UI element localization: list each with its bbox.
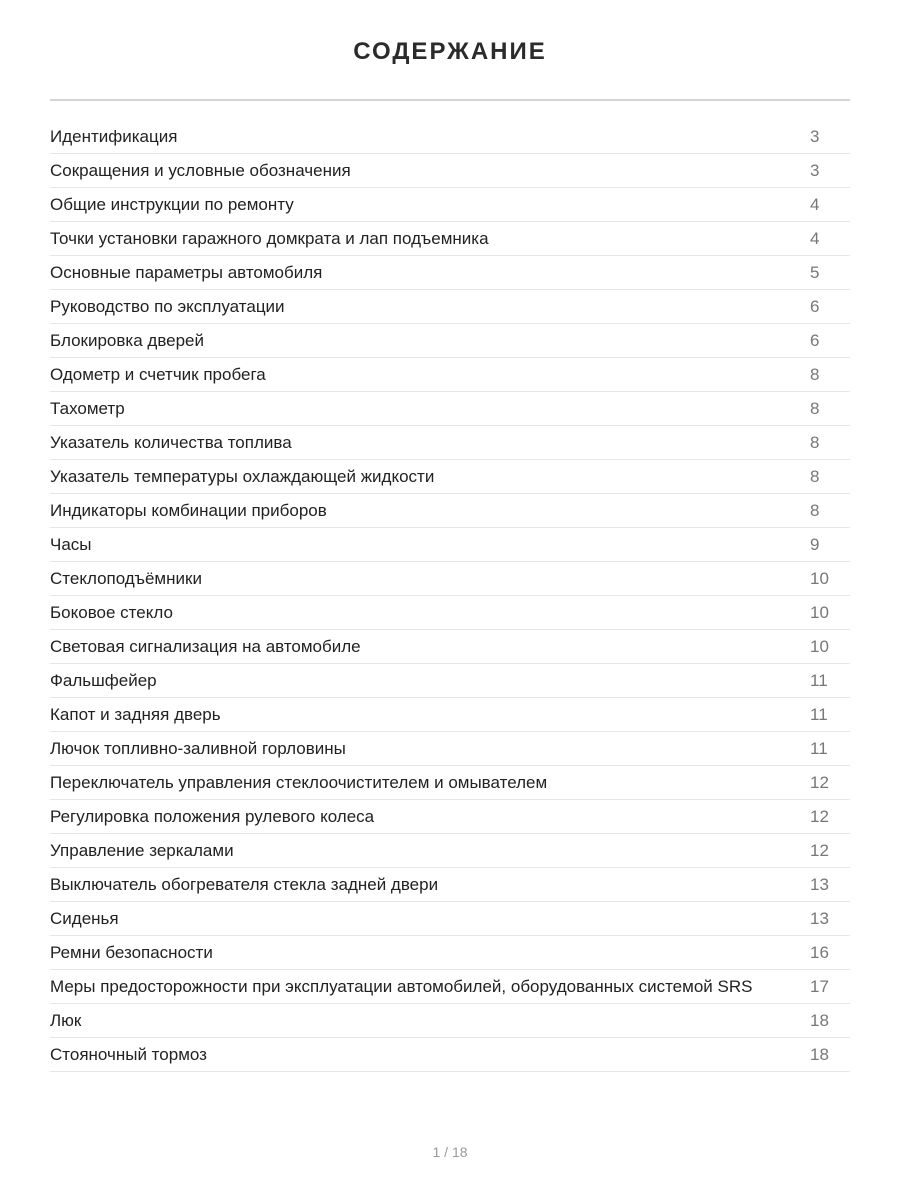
toc-entry-label: Лючок топливно-заливной горловины: [50, 738, 346, 758]
toc-page-number: 11: [810, 738, 828, 758]
toc-row[interactable]: [50, 154, 850, 188]
toc-entry-label: Блокировка дверей: [50, 330, 205, 350]
toc-entry-label: Выключатель обогревателя стекла задней двери: [50, 874, 439, 894]
toc-entry-label: Сиденья: [50, 908, 119, 928]
page-title: СОДЕРЖАНИЕ: [353, 38, 547, 65]
toc-page-number: 6: [810, 330, 820, 350]
toc-row[interactable]: [50, 528, 850, 562]
toc-page-number: 8: [810, 398, 820, 418]
toc-row[interactable]: [50, 494, 850, 528]
toc-page-number: 3: [810, 160, 820, 180]
toc-row[interactable]: [50, 460, 850, 494]
toc-row[interactable]: [50, 222, 850, 256]
toc-row[interactable]: [50, 324, 850, 358]
toc-row[interactable]: [50, 1004, 850, 1038]
toc-entry-label: Точки установки гаражного домкрата и лап подъемника: [50, 228, 489, 248]
toc-page-number: 8: [810, 364, 820, 384]
toc-page-number: 11: [810, 704, 828, 724]
toc-entry-label: Фальшфейер: [50, 670, 157, 690]
toc-entry-label: Идентификация: [50, 126, 178, 146]
toc-entry-label: Руководство по эксплуатации: [50, 296, 285, 316]
toc-row[interactable]: [50, 188, 850, 222]
toc-page-number: 10: [810, 602, 829, 622]
toc-page-number: 12: [810, 772, 829, 792]
toc-row[interactable]: [50, 902, 850, 936]
toc-entry-label: Часы: [50, 534, 92, 554]
toc-page-number: 6: [810, 296, 820, 316]
toc-row[interactable]: [50, 426, 850, 460]
toc-row[interactable]: [50, 834, 850, 868]
toc-entry-label: Световая сигнализация на автомобиле: [50, 636, 361, 656]
toc-row[interactable]: [50, 392, 850, 426]
toc-row[interactable]: [50, 630, 850, 664]
toc-page-number: 16: [810, 942, 829, 962]
toc-row[interactable]: [50, 800, 850, 834]
toc-row[interactable]: [50, 970, 850, 1004]
toc-entry-label: Боковое стекло: [50, 602, 173, 622]
toc-page-number: 10: [810, 636, 829, 656]
toc-page-number: 10: [810, 568, 829, 588]
toc-entry-label: Указатель количества топлива: [50, 432, 292, 452]
toc-entry-label: Одометр и счетчик пробега: [50, 364, 266, 384]
toc-row[interactable]: [50, 766, 850, 800]
toc-row[interactable]: [50, 290, 850, 324]
toc-page-number: 11: [810, 670, 828, 690]
page-indicator: 1 / 18: [432, 1144, 468, 1160]
toc-page-number: 12: [810, 840, 829, 860]
toc-entry-label: Основные параметры автомобиля: [50, 262, 323, 282]
toc-entry-label: Люк: [50, 1010, 82, 1030]
toc-entry-label: Регулировка положения рулевого колеса: [50, 806, 375, 826]
toc-page-number: 5: [810, 262, 820, 282]
toc-row[interactable]: [50, 868, 850, 902]
toc-entry-label: Переключатель управления стеклоочистителем и омывателем: [50, 772, 548, 792]
toc-page-number: 18: [810, 1044, 829, 1064]
toc-entry-label: Управление зеркалами: [50, 840, 234, 860]
toc-page-number: 9: [810, 534, 820, 554]
toc-row[interactable]: [50, 562, 850, 596]
toc-page-number: 12: [810, 806, 829, 826]
toc-row[interactable]: [50, 120, 850, 154]
toc-page-number: 18: [810, 1010, 829, 1030]
toc-row[interactable]: [50, 698, 850, 732]
toc-row[interactable]: [50, 1038, 850, 1072]
toc-row[interactable]: [50, 256, 850, 290]
toc-page-number: 4: [810, 194, 820, 214]
toc-row[interactable]: [50, 358, 850, 392]
toc-page-number: 13: [810, 874, 829, 894]
toc-row[interactable]: [50, 664, 850, 698]
toc-entry-label: Тахометр: [50, 398, 125, 418]
table-of-contents: [50, 120, 850, 1072]
toc-page-number: 17: [810, 976, 829, 996]
toc-entry-label: Меры предосторожности при эксплуатации автомобилей, оборудованных системой SRS: [50, 976, 753, 996]
toc-page-number: 13: [810, 908, 829, 928]
toc-page-number: 8: [810, 432, 820, 452]
toc-row[interactable]: [50, 596, 850, 630]
toc-entry-label: Капот и задняя дверь: [50, 704, 221, 724]
toc-page-number: 8: [810, 466, 820, 486]
toc-row[interactable]: [50, 936, 850, 970]
toc-page-number: 4: [810, 228, 820, 248]
toc-page-number: 3: [810, 126, 820, 146]
toc-entry-label: Стояночный тормоз: [50, 1044, 207, 1064]
title-divider: [50, 99, 850, 101]
toc-entry-label: Ремни безопасности: [50, 942, 213, 962]
toc-row[interactable]: [50, 732, 850, 766]
toc-page-number: 8: [810, 500, 820, 520]
toc-entry-label: Сокращения и условные обозначения: [50, 160, 351, 180]
toc-entry-label: Указатель температуры охлаждающей жидкости: [50, 466, 435, 486]
toc-entry-label: Индикаторы комбинации приборов: [50, 500, 327, 520]
toc-entry-label: Общие инструкции по ремонту: [50, 194, 294, 214]
toc-entry-label: Стеклоподъёмники: [50, 568, 202, 588]
